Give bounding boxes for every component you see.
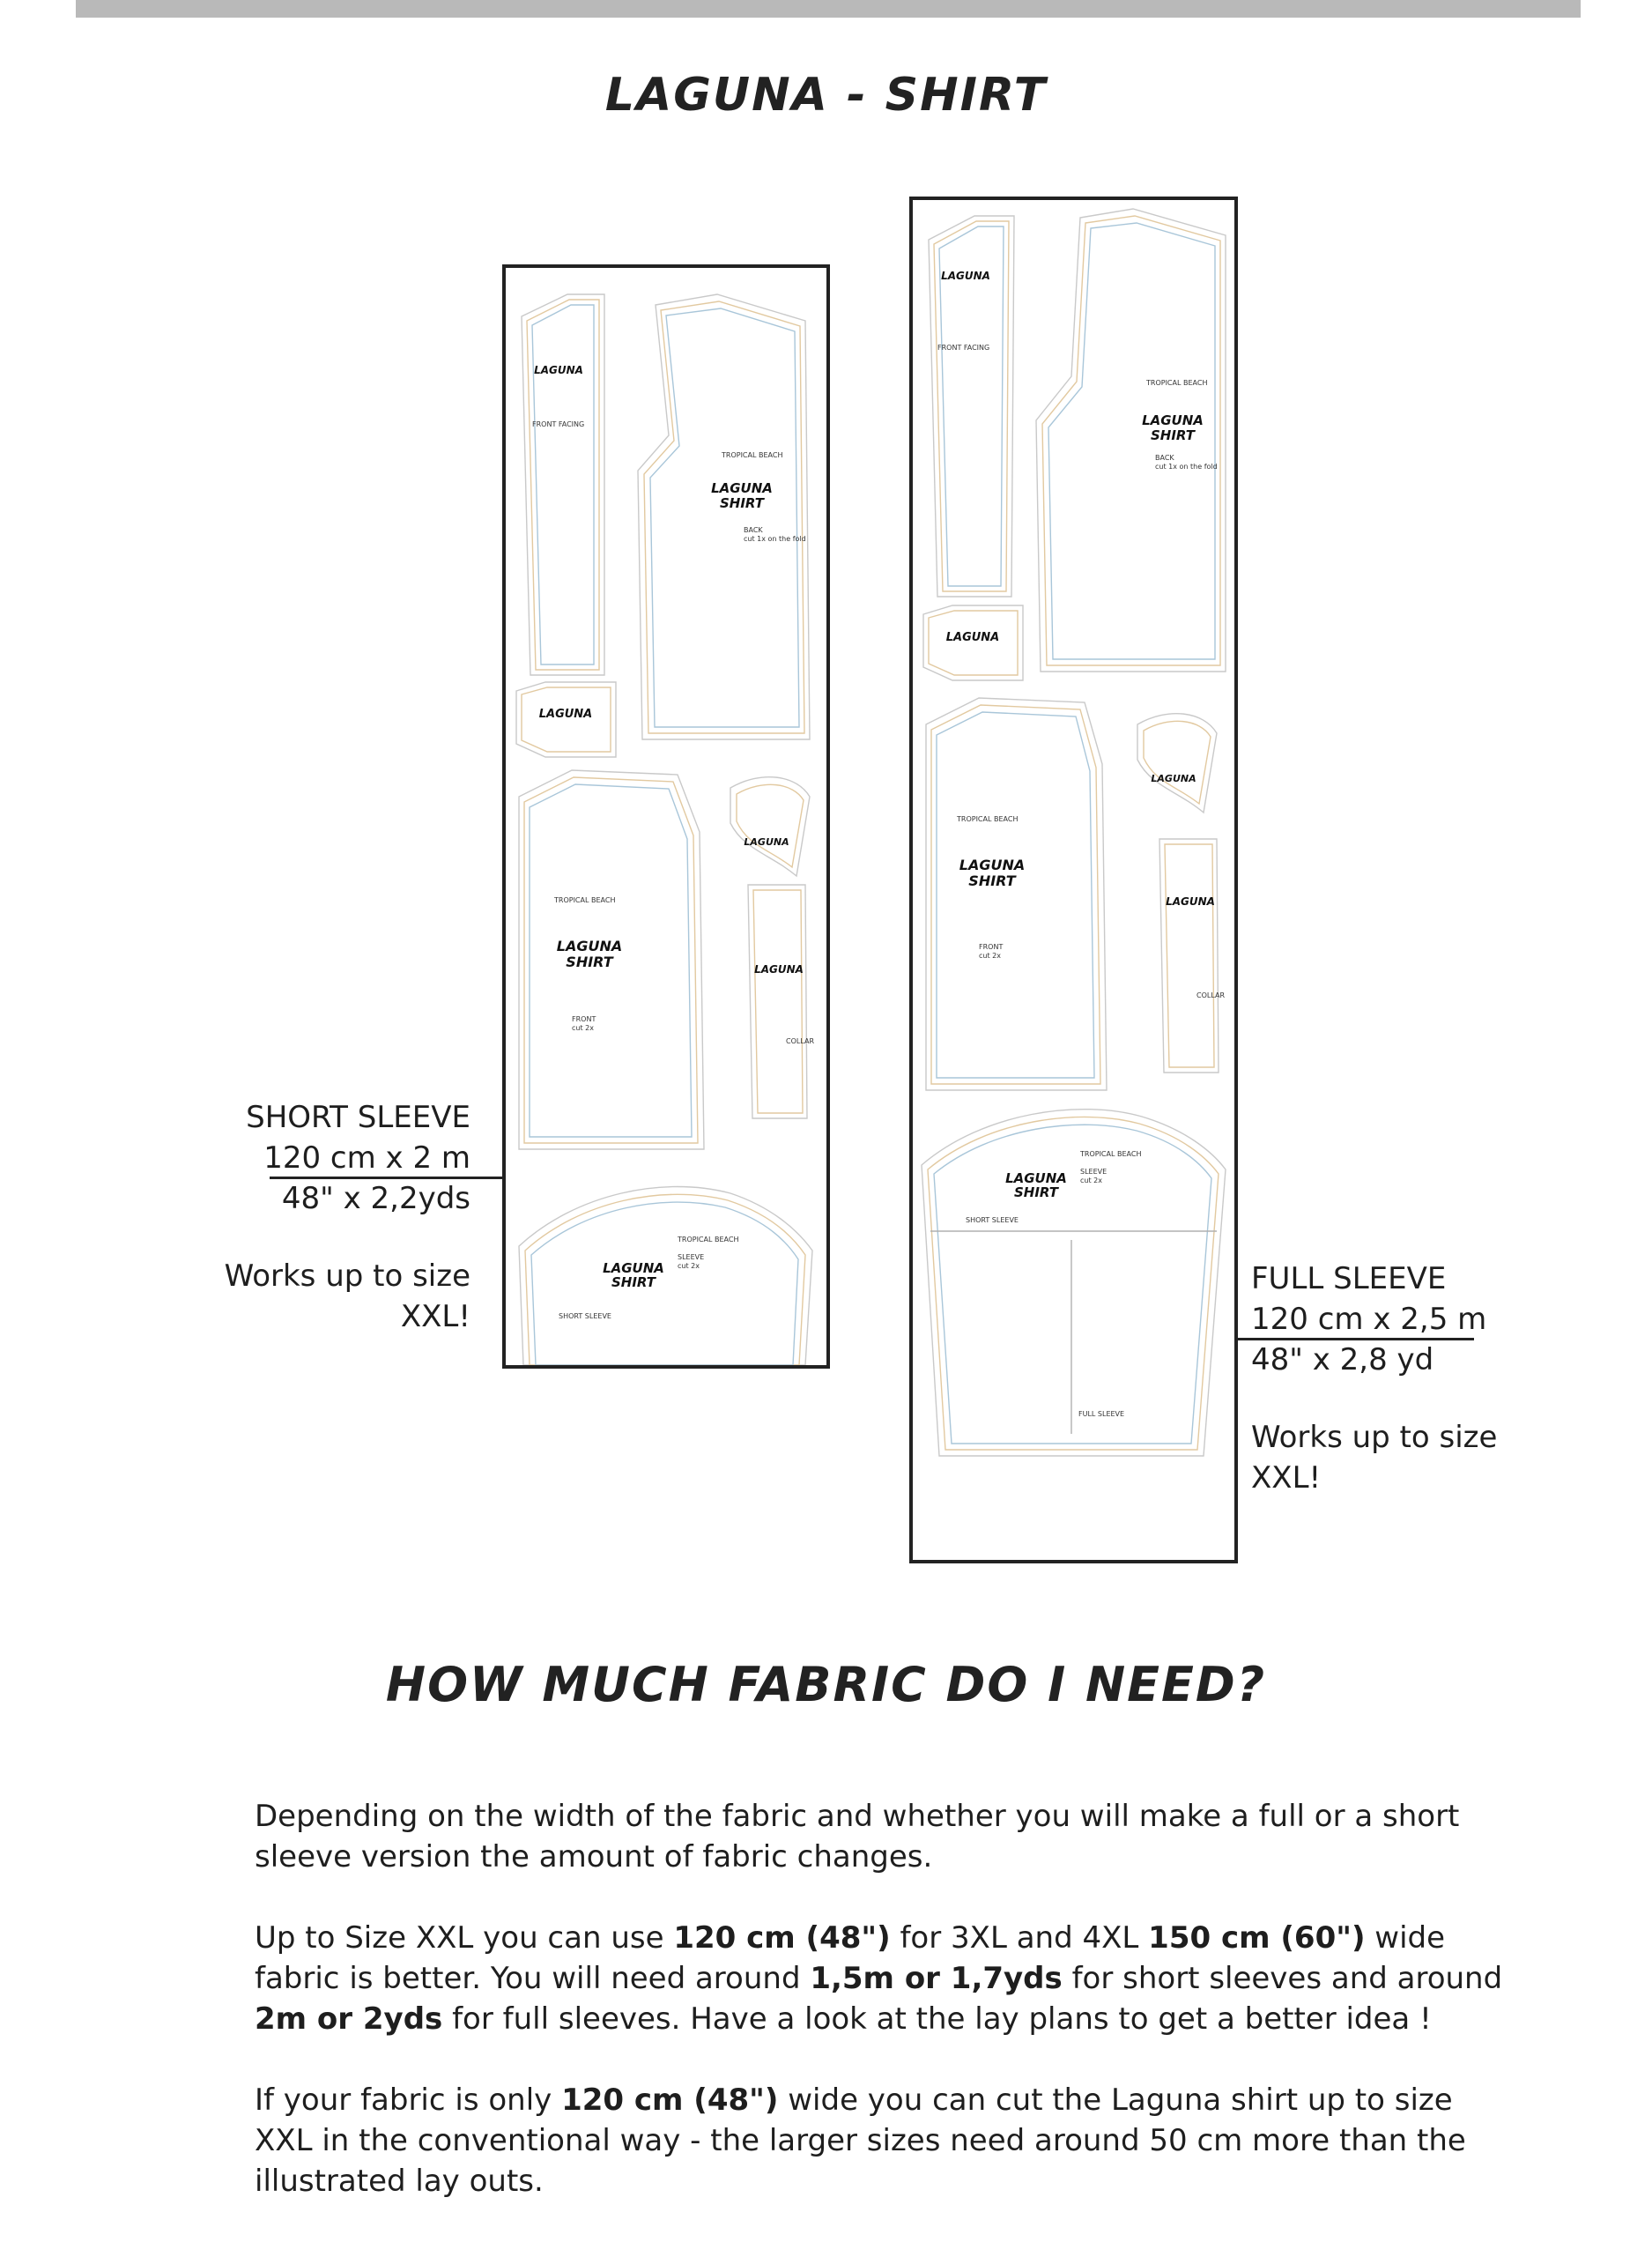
paragraph-3: If your fabric is only 120 cm (48") wide you can cut the Laguna shirt up to size XXL in the conventional way - the larger sizes need around 50 cm more than the illustrated lay outs. [255,2082,1466,2199]
short-collar-brand: LAGUNA [744,836,789,848]
full-sleeve-spec [1251,1258,1551,1498]
short-sleeve-label: SHORT SLEEVE [246,1100,470,1135]
section-heading: HOW MUCH FABRIC DO I NEED? [385,1657,1267,1712]
full-sleeve-cut: cut 2x [1080,1177,1102,1184]
full-pocket-brand: LAGUNA [945,631,1000,644]
short-back-cut: cut 1x on the fold [744,535,806,543]
short-front-tropical: TROPICAL BEACH [554,896,616,904]
short-front-facing-label: FRONT FACING [532,420,585,428]
full-back-brand-1: LAGUNA [1142,412,1204,428]
full-back-label: BACK [1155,454,1174,462]
page-title: LAGUNA - SHIRT [604,69,1048,122]
short-sleeve-brand-1: LAGUNA [603,1260,664,1276]
short-front-brand-2: SHIRT [566,954,613,970]
short-back-label: BACK [744,526,763,534]
full-sleeve-brand-1: LAGUNA [1005,1170,1067,1186]
short-facing-brand: LAGUNA [534,364,583,376]
full-front-tropical: TROPICAL BEACH [957,815,1019,823]
short-collar-strip-brand: LAGUNA [754,963,804,976]
short-sleeve-cut: cut 2x [678,1262,700,1270]
paragraph-2: Up to Size XXL you can use 120 cm (48") for 3XL and 4XL 150 cm (60") wide fabric is better. You will need around 1,5m or 1,7yds for short sleeves and around 2m or 2yds for full sleeves. Have a look at the lay plans to get a better idea ! [255,1920,1503,2037]
full-front-facing-label: FRONT FACING [937,344,990,352]
paragraph-1: Depending on the width of the fabric and whether you will make a full or a short sleeve version the amount of fabric changes. [255,1799,1460,1875]
short-sleeve-note-2: XXL! [400,1299,470,1334]
full-sleeve-metric: 120 cm x 2,5 m [1251,1302,1487,1337]
short-sleeve-label: SLEEVE [678,1253,705,1261]
full-sleeve-rule [1238,1338,1474,1340]
short-sleeve-note-1: Works up to size [224,1258,470,1294]
full-short-sleeve-line: SHORT SLEEVE [966,1216,1019,1224]
short-front-cut: cut 2x [572,1024,594,1032]
full-back-brand-2: SHIRT [1150,427,1196,443]
full-front-cut: cut 2x [979,952,1001,960]
full-sleeve-brand-2: SHIRT [1013,1184,1059,1200]
full-collar-brand: LAGUNA [1151,773,1196,784]
full-back-tropical: TROPICAL BEACH [1146,379,1208,387]
short-sleeve-lay-plan [502,264,830,1369]
full-sleeve-label: SLEEVE [1080,1168,1108,1176]
full-collar-label: COLLAR [1196,991,1226,999]
short-sleeve-rule [270,1177,506,1179]
short-sleeve-tropical: TROPICAL BEACH [678,1236,739,1243]
full-sleeve-note-2: XXL! [1251,1460,1322,1496]
full-sleeve-imperial: 48" x 2,8 yd [1251,1342,1434,1377]
short-back-brand-2: SHIRT [719,495,765,511]
short-sleeve-imperial: 48" x 2,2yds [281,1181,470,1216]
short-sleeve-spec [176,1097,470,1337]
full-front-label: FRONT [979,943,1004,951]
short-sleeve-metric: 120 cm x 2 m [263,1140,470,1176]
short-front-brand-1: LAGUNA [556,938,623,954]
full-sleeve-label: FULL SLEEVE [1251,1261,1447,1296]
body-text [255,1796,1506,2242]
full-sleeve-lay-plan [909,197,1238,1563]
short-pocket-brand: LAGUNA [538,708,593,721]
short-sleeve-brand-2: SHIRT [611,1274,656,1290]
full-facing-brand: LAGUNA [941,270,990,282]
short-collar-label: COLLAR [786,1037,815,1045]
short-back-tropical: TROPICAL BEACH [722,451,783,459]
full-back-cut: cut 1x on the fold [1155,463,1218,471]
full-sleeve-tropical: TROPICAL BEACH [1080,1150,1142,1158]
short-back-brand-1: LAGUNA [711,480,773,496]
short-sleeve-line-label: SHORT SLEEVE [559,1312,611,1320]
full-sleeve-note-1: Works up to size [1251,1420,1498,1455]
full-front-brand-2: SHIRT [968,872,1016,889]
top-bar [76,0,1581,18]
short-front-label: FRONT [572,1015,596,1023]
full-sleeve-line-label: FULL SLEEVE [1078,1410,1125,1418]
full-collar-strip-brand: LAGUNA [1166,895,1215,908]
full-front-brand-1: LAGUNA [959,857,1026,873]
